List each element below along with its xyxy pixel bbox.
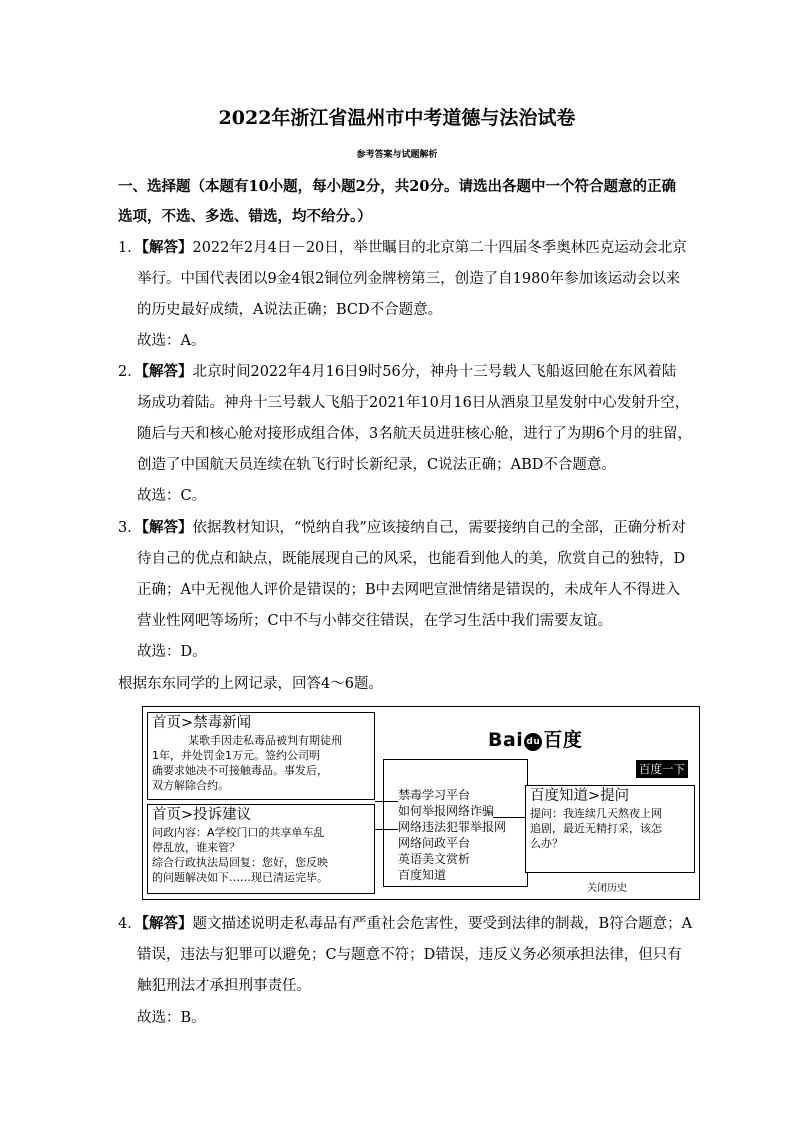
zhidao-line2: 追剧，最近无精打采，该怎: [530, 822, 662, 835]
baidu-logo: [488, 725, 582, 752]
zhidao-line1: 提问：我连续几天熬夜上网: [530, 807, 662, 820]
q3-line4: 营业性网吧等场所；C中不与小韩交往错误，在学习生活中我们需要友谊。: [137, 613, 613, 629]
news-box: [147, 712, 375, 800]
baidu-logo-right: 百度: [543, 729, 583, 751]
news-line4: 双方解除合约。: [152, 779, 229, 792]
complaint-line2: 停乱放，谁来管？: [152, 841, 240, 854]
q1-line1: [118, 238, 687, 258]
q1-text1: 2022年2月4日－20日，举世瞩目的北京第二十四届冬季奥林匹克运动会北京: [192, 240, 687, 256]
zhidao-line3: 么办？: [530, 837, 563, 850]
history-item-3[interactable]: 网络违法犯罪举报网: [398, 820, 507, 834]
q1-tag: 【解答】: [141, 239, 193, 256]
q3-line3: 正确；A中无视他人评价是错误的；B中去网吧宣泄情绪是错误的，未成年人不得进入: [137, 582, 681, 598]
q3-answer: 故选：D。: [137, 644, 207, 660]
q4-answer: 故选：B。: [137, 1010, 206, 1026]
q2-answer: 故选：C。: [137, 488, 207, 504]
q3-tag: 【解答】: [141, 519, 193, 536]
q1-line2: 举行。中国代表团以9金4银2铜位列金牌榜第三，创造了自1980年参加该运动会以来: [137, 271, 681, 287]
zhidao-box: [525, 785, 695, 873]
section-heading-line2: 选项，不选、多选、错选，均不给分。）: [118, 208, 372, 225]
q4-line2: 错误，违法与犯罪可以避免；C与题意不符；D错误，违反义务必须承担法律，但只有: [137, 947, 682, 963]
intro-q4-6: 根据东东同学的上网记录，回答4～6题。: [118, 676, 383, 692]
q4-text1: 题文描述说明走私毒品有严重社会危害性，要受到法律的制裁，B符合题意；A: [192, 916, 693, 932]
page-subtitle: 参考答案与试题解析: [356, 150, 438, 160]
page-title: 2022年浙江省温州市中考道德与法治试卷: [218, 107, 576, 129]
q2-line3: 随后与天和核心舱对接形成组合体，3名航天员进驻核心舱，进行了为期6个月的驻留，: [137, 426, 692, 442]
q2-line2: 场成功着陆。神舟十三号载人飞船于2021年10月16日从酒泉卫星发射中心发射升空，: [137, 395, 690, 411]
news-line2: 1年，并处罚金1万元。签约公司明: [152, 749, 320, 762]
q4-number: 4．: [118, 916, 142, 932]
complaint-line3: 综合行政执法局回复：您好，您反映: [152, 856, 328, 869]
history-item-5[interactable]: 英语美文赏析: [398, 852, 471, 866]
close-history-link[interactable]: 关闭历史: [587, 883, 627, 894]
zhidao-heading: 百度知道>提问: [530, 788, 630, 804]
section-heading-line1: 一、选择题（本题有10小题，每小题2分，共20分。请选出各题中一个符合题意的正确: [118, 178, 676, 195]
q2-number: 2．: [118, 364, 142, 380]
connector-line-news: [375, 801, 398, 802]
news-heading: 首页>禁毒新闻: [152, 715, 252, 731]
history-item-1[interactable]: 禁毒学习平台: [398, 788, 471, 802]
baidu-logo-left: Bai: [488, 729, 524, 751]
history-item-2[interactable]: 如何举报网络诈骗: [398, 804, 495, 818]
q2-tag: 【解答】: [141, 363, 193, 380]
q3-number: 3．: [118, 520, 142, 536]
news-line1: 某歌手因走私毒品被判有期徒刑: [188, 734, 342, 747]
q4-tag: 【解答】: [141, 915, 193, 932]
browsing-record-figure: [142, 706, 700, 900]
q4-line3: 触犯刑法才承担刑事责任。: [137, 978, 311, 994]
connector-line-zhidao: [493, 817, 526, 818]
q2-line4: 创造了中国航天员连续在轨飞行时长新纪录，C说法正确；ABD不合题意。: [137, 457, 616, 473]
history-item-4[interactable]: 网络问政平台: [398, 836, 471, 850]
q1-number: 1．: [118, 240, 142, 256]
q3-line1: [118, 518, 686, 538]
complaint-line4: 的问题解决如下……现已清运完毕。: [152, 871, 328, 884]
q2-line1: [118, 362, 676, 382]
connector-line-complaint: [375, 829, 398, 830]
q2-text1: 北京时间2022年4月16日9时56分，神舟十三号载人飞船返回舱在东风着陆: [192, 364, 677, 380]
q1-line3: 的历史最好成绩，A说法正确；BCD不合题意。: [137, 302, 443, 318]
complaint-box: [147, 804, 375, 894]
baidu-paw-icon: du: [524, 733, 542, 751]
q3-line2: 待自己的优点和缺点，既能展现自己的风采，也能看到他人的美，欣赏自己的独特，D: [137, 551, 686, 567]
baidu-search-button[interactable]: 百度一下: [636, 760, 688, 778]
complaint-line1: 问政内容：A学校门口的共享单车乱: [152, 826, 325, 839]
q4-line1: [118, 914, 692, 934]
q1-answer: 故选：A。: [137, 333, 206, 349]
q3-text1: 依据教材知识，“悦纳自我”应该接纳自己，需要接纳自己的全部，正确分析对: [192, 520, 686, 536]
news-line3: 确要求她决不可接触毒品。事发后，: [152, 764, 328, 777]
history-item-6[interactable]: 百度知道: [398, 868, 447, 882]
complaint-heading: 首页>投诉建议: [152, 807, 252, 823]
